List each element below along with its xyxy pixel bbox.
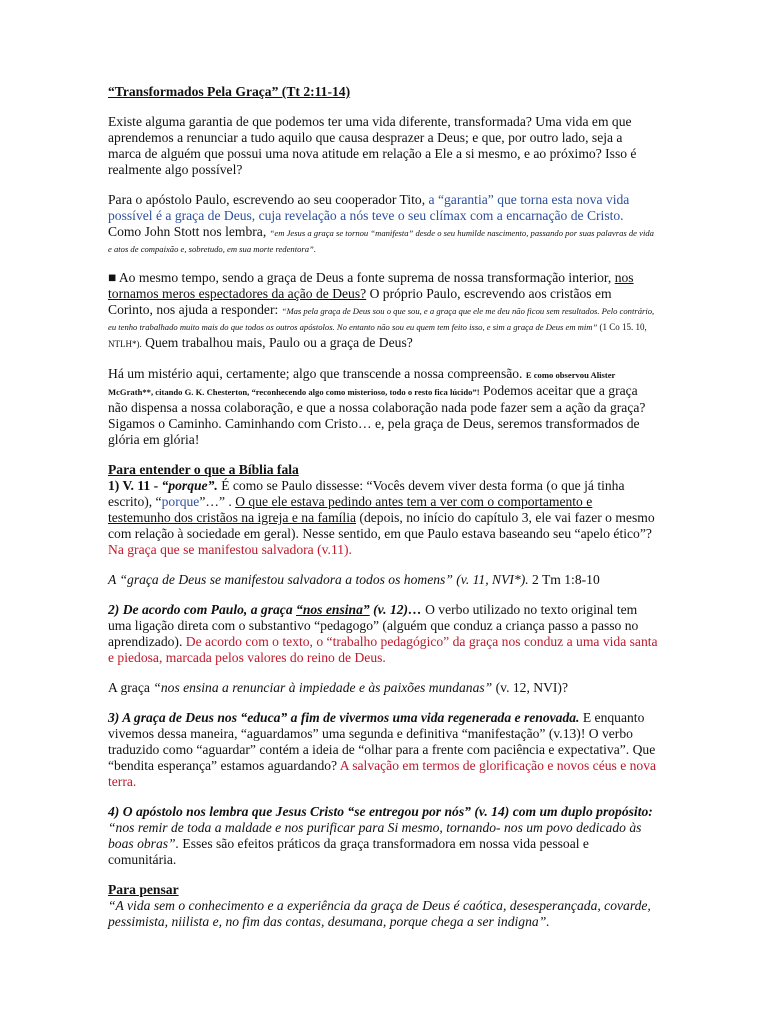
underlined-question: nos tornamos meros espectadores da ação de Deus? (108, 270, 634, 301)
point-2-quote (108, 680, 658, 696)
text: Há um mistério aqui, certamente; algo que transcende a nossa compreensão. (108, 366, 526, 381)
point-number: 1) V. 11 - (108, 478, 162, 493)
ref: 2 Tm 1:8-10 (528, 572, 600, 587)
point-3 (108, 710, 658, 790)
text: Esses são efeitos práticos da graça transformadora em nossa vida pessoal e comunitária. (108, 836, 589, 867)
paragraph-mystery (108, 366, 658, 448)
text: (v. 12, NVI)? (492, 680, 568, 695)
point-heading: 3) A graça de Deus nos “educa” a fim de vivermos uma vida regenerada e renovada. (108, 710, 580, 725)
red-highlight: De acordo com o texto, o “trabalho pedagógico” da graça nos conduz a uma vida santa e piedosa, marcada pelos valores do reino de Deus. (108, 634, 658, 665)
point-heading: 2) De acordo com Paulo, a graça (108, 602, 297, 617)
text: Sigamos o Caminho. Caminhando com Cristo… e, pela graça de Deus, seremos transformados de glória em glória! (108, 416, 640, 447)
corinthians-quote: “Mas pela graça de Deus sou o que sou, e a graça que ele me deu não ficou sem resultados. Pelo contrário, eu tenho trabalhado muito mais do que todos os outros apóstolos. No entanto não sou eu quem tem feito isso, e sim a graça de Deus em mim” (108, 306, 655, 332)
corinthians-ref: (1 Co 15. 10, NTLH*). (108, 322, 647, 349)
text: ■ Ao mesmo tempo, sendo a graça de Deus a fonte suprema de nossa transformação interior, (108, 270, 615, 285)
closing-quote: “A vida sem o conhecimento e a experiência da graça de Deus é caótica, desesperançada, covarde, pessimista, niilista e, no fim das contas, desumana, porque chega a ser indigna”. (108, 898, 651, 929)
point-1-quote (108, 572, 658, 588)
nos-ensina-term: “nos ensina” (296, 602, 370, 617)
text: Como John Stott nos lembra, (108, 224, 270, 239)
point-2 (108, 602, 658, 666)
point-heading: 4) O apóstolo nos lembra que Jesus Cristo “se entregou por nós” (v. 14) com um duplo propósito: (108, 804, 653, 819)
porque-term: “porque”. (161, 478, 218, 493)
text: O verbo utilizado no texto original tem uma ligação direta com o substantivo “pedagogo” (alguém que conduz a criança passo a passo no aprendizado). (108, 602, 639, 649)
text: E enquanto vivemos dessa maneira, “aguardamos” uma segunda e definitiva “manifestação” (v.13)! O verbo traduzido como “aguardar” contém a ideia de “olhar para a frente com paciência e expectativa”. Que “bendita esperança” estamos aguardando? (108, 710, 656, 773)
mcgrath-quote: E como observou Alister McGrath**, citando G. K. Chesterton, “reconhecendo algo como misterioso, todo o resto fica lúcido”! (108, 370, 616, 397)
section-heading-bible: Para entender o que a Bíblia fala (108, 462, 299, 477)
stott-quote: “em Jesus a graça se tornou “manifesta” desde o seu humilde nascimento, passando por suas palavras de vida e atos de compaixão e, sobretudo, em sua morte redentora”. (108, 228, 654, 254)
intro-paragraph: Existe alguma garantia de que podemos ter uma vida diferente, transformada? Uma vida em que aprendemos a renunciar a tudo aquilo que causa desprazer a Deus; e que, por outro lado, seja a marca de alguém que possui uma nova atitude em relação a Ele a si mesmo, e ao próximo? Isso é realmente algo possível? (108, 114, 637, 177)
point-1 (108, 478, 658, 558)
text: Para o apóstolo Paulo, escrevendo ao seu cooperador Tito, (108, 192, 429, 207)
point-4 (108, 804, 658, 868)
quote: “nos remir de toda a maldade e nos purificar para Si mesmo, tornando- nos um povo dedicado às boas obras”. (108, 820, 642, 851)
document-title: “Transformados Pela Graça” (Tt 2:11-14) (108, 84, 351, 99)
text: O próprio Paulo, escrevendo aos cristãos em Corinto, nos ajuda a responder: (108, 286, 612, 317)
porque-term-blue: porque (161, 494, 200, 509)
text: A graça (108, 680, 154, 695)
paragraph-spectators (108, 270, 658, 352)
text: Quem trabalhou mais, Paulo ou a graça de Deus? (141, 335, 413, 350)
blue-highlight: a “garantia” que torna esta nova vida possível é a graça de Deus, cuja revelação a nós teve o seu clímax com a encarnação de Cristo. (108, 192, 630, 223)
underlined-text: O que ele estava pedindo antes tem a ver com o comportamento e testemunho dos cristãos na igreja e na família (108, 494, 593, 525)
text: Podemos aceitar que a graça não dispensa a nossa colaboração, e que a nossa colaboração nada pode fazer sem a ação da graça? (108, 383, 646, 415)
section-heading-think: Para pensar (108, 882, 179, 897)
paragraph-grace-guarantee (108, 192, 658, 256)
quote: A “graça de Deus se manifestou salvadora a todos os homens” (v. 11, NVI*). (108, 572, 529, 587)
verse-ref: (v. 12)… (369, 602, 422, 617)
red-highlight: A salvação em termos de glorificação e novos céus e nova terra. (108, 758, 657, 789)
text: É como se Paulo dissesse: “Vocês devem viver desta forma (o que já tinha escrito), “ (108, 478, 625, 509)
text: ”…” . (199, 494, 236, 509)
quote: “nos ensina a renunciar à impiedade e às paixões mundanas” (153, 680, 493, 695)
text: (depois, no início do capítulo 3, ele vai fazer o mesmo com relação à sociedade em geral). Nesse sentido, em que Paulo estava baseando seu “apelo ético”? (108, 510, 655, 541)
red-highlight: Na graça que se manifestou salvadora (v.11). (108, 542, 352, 557)
